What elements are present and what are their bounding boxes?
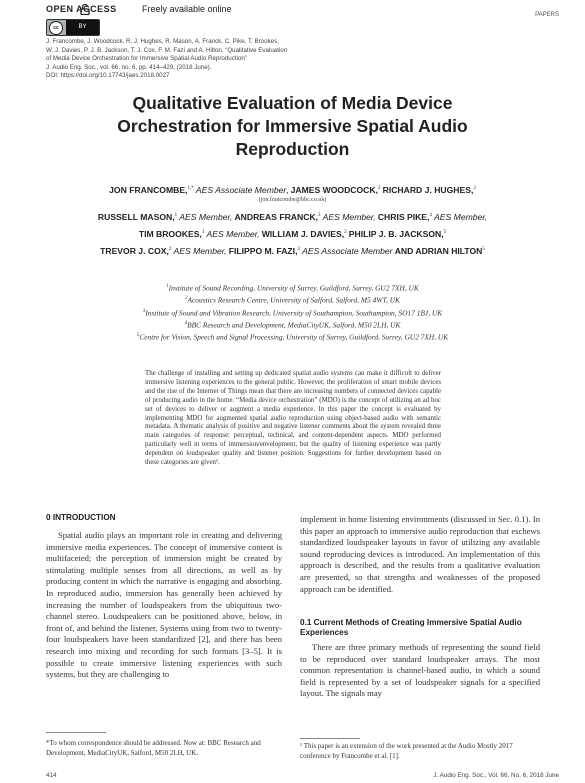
open-access-text: OPEN ACCESS xyxy=(46,4,117,14)
footnote-divider xyxy=(46,732,106,733)
introduction-paragraph: Spatial audio plays an important role in creating and delivering immersive media experiences. The concept of immersive content is multifaceted; the perception of immersion might be created by stimulating multiple senses from all directions, as well as by producing content in which the narrative is engaging and absorbing. In reproduced audio, immersion has generally been achieved by increasing the number of loudspeakers from the ubiquitous two-channel stereo. Loudspeakers can be positioned above, below, in front of, and behind the listener. Systems using from two to twenty-four loudspeakers have been standardized [2], and there has been research into mixing and recording for such formats [3–5]. It is possible to create immersive listening experiences with such systems, but they are challenging to xyxy=(46,530,282,680)
author-role: AES Member, xyxy=(434,211,488,222)
papers-section-label: PAPERS xyxy=(535,12,559,18)
author-role: AES Associate Member xyxy=(195,184,287,195)
author-line-4 xyxy=(40,245,545,256)
author-name: JAMES WOODCOCK, xyxy=(290,184,378,195)
author-role: AES Member, xyxy=(322,211,376,222)
affil-sup: 5 xyxy=(136,333,140,339)
title-line: Qualitative Evaluation of Media Device xyxy=(132,93,453,113)
affiliation-text: Centre for Vision, Speech and Signal Processing, University of Surrey, Guildford, Surrey, GU2 7XH, UK xyxy=(139,332,449,342)
citation-line: W. J. Davies, P. J. B. Jackson, T. J. Cox, F. M. Fazi and A. Hilton, “Qualitative Evaluation xyxy=(46,46,288,54)
affiliation-item xyxy=(40,307,545,319)
affiliation-list xyxy=(40,282,545,343)
author-role: AES Member, xyxy=(179,211,233,222)
open-access-lock-icon xyxy=(80,3,90,15)
affil-sup: 1 xyxy=(201,229,205,235)
affiliation-item xyxy=(40,294,545,306)
affil-sup: 4 xyxy=(184,320,188,326)
affil-sup: 3 xyxy=(142,308,146,314)
affil-sup: 2 xyxy=(377,186,381,191)
author-role: AES Member, xyxy=(173,245,227,256)
cc-by-license-badge[interactable] xyxy=(46,19,100,36)
author-role: AES Associate Member xyxy=(302,245,393,256)
author-name: JON FRANCOMBE, xyxy=(109,184,188,195)
author-name: TREVOR J. COX, xyxy=(100,245,169,256)
citation-line: J. Audio Eng. Soc., vol. 66, no. 6, pp. 414–429, (2018 June). xyxy=(46,63,212,71)
abstract: The challenge of installing and setting up dedicated spatial audio systems can make it difficult to deliver immersive listening experiences to the general public. However, the proliferation of smart mobile devices and the rise of the Internet of Things mean that there are increasing numbers of connected devices capable of producing audio in the home. “Media device orchestration” (MDO) is the concept of utilizing an ad hoc set of devices to deliver or augment a media experience. In this paper the concept is evaluated by implementing MDO for augmented spatial audio reproduction using object-based audio with semantic metadata. A thematic analysis of positive and negative listener comments about the system revealed three main categories of response: perceptual, technical, and content-dependent aspects. MDO performed particularly well in terms of immersion/envelopment, but the quality of listening experience was partly dependent on loudspeaker quality and listener position. Suggestions for further development based on these categories are given¹. xyxy=(145,370,441,467)
affil-sup: 5 xyxy=(482,246,485,252)
affiliation-item xyxy=(40,331,545,343)
journal-footer: J. Audio Eng. Soc., Vol. 66, No. 6, 2018 June xyxy=(433,772,559,779)
affiliation-text: Institute of Sound Recording, University of Surrey, Guildford, Surrey, GU2 7XH, UK xyxy=(168,283,419,293)
citation-block xyxy=(46,38,336,81)
affil-sup: 1,* xyxy=(187,186,194,191)
title-line: Orchestration for Immersive Spatial Audio xyxy=(117,116,468,136)
author-name: CHRIS PIKE, xyxy=(377,211,430,222)
author-line-2 xyxy=(40,211,545,222)
affil-sup: 2 xyxy=(344,229,347,235)
affiliation-text: BBC Research and Development, MediaCityUK, Salford, M50 2LH, UK xyxy=(187,320,401,330)
section-heading-introduction: 0 INTRODUCTION xyxy=(46,513,116,522)
creative-commons-icon: cc xyxy=(49,21,63,35)
affil-sup: 1 xyxy=(174,212,178,218)
author-email[interactable]: (jon.francombe@bbc.co.uk) xyxy=(258,196,327,203)
page-number: 414 xyxy=(46,772,57,779)
author-name: RUSSELL MASON, xyxy=(97,211,175,222)
citation-line: of Media Device Orchestration for Immersive Spatial Audio Reproduction” xyxy=(46,55,247,63)
author-name: RICHARD J. HUGHES, xyxy=(382,184,474,195)
title-line: Reproduction xyxy=(235,139,350,159)
paper-title xyxy=(80,92,505,161)
author-name: ANDREAS FRANCK, xyxy=(234,211,319,222)
affiliation-text: Acoustics Research Centre, University of Salford, Salford, M5 4WT, UK xyxy=(187,295,400,305)
author-name: PHILIP J. B. JACKSON, xyxy=(348,228,444,239)
author-name: AND ADRIAN HILTON xyxy=(394,245,483,256)
by-label: BY xyxy=(66,20,99,35)
subsection-paragraph: There are three primary methods of representing the sound field to be reproduced over standard loudspeaker arrays. The most common representation is channel-based audio, in which a sound field is represented by a set of loudspeaker signals for a specified layout. The signals may xyxy=(300,642,540,699)
author-name: WILLIAM J. DAVIES, xyxy=(261,228,345,239)
affil-sup: 2 xyxy=(185,296,188,302)
author-name: FILIPPO M. FAZI, xyxy=(228,245,298,256)
citation-line: J. Francombe, J. Woodcock, R. J. Hughes, R. Mason, A. Franck, C. Pike, T. Brookes, xyxy=(46,38,279,45)
affiliation-item xyxy=(40,282,545,294)
correspondence-footnote: *To whom correspondence should be addressed. Now at: BBC Research and Development, MediaCityUK, Salford, M50 2LH, UK. xyxy=(46,739,261,757)
affil-sup: 3 xyxy=(297,246,300,252)
extension-footnote: ¹ This paper is an extension of the work presented at the Audio Mostly 2017 conference by Francombe et al. [1]. xyxy=(300,742,513,760)
footnote-divider xyxy=(300,738,360,739)
affil-sup: 1 xyxy=(166,284,169,289)
doi-link[interactable]: DOI: https://doi.org/10.17743/jaes.2018.0027 xyxy=(46,72,170,80)
author-role: AES Member, xyxy=(206,228,260,239)
author-line-1: JON FRANCOMBE,$^{1,*}$ AES Associate Member, JAMES WOODCOCK,$^2$ RICHARD J. HUGHES,$^2$ xyxy=(109,184,476,195)
affil-sup: 2 xyxy=(168,246,172,252)
author-name: TIM BROOKES, xyxy=(138,228,202,239)
affiliation-item xyxy=(40,319,545,331)
affil-sup: 5 xyxy=(443,229,447,235)
author-list xyxy=(40,184,545,255)
introduction-continued-paragraph: implement in home listening environments (discussed in Sec. 0.1). In this paper an approach to immersive audio reproduction that eschews standardized loudspeaker layouts in favor of utilizing any available sound reproducing devices is introduced. An implementation of this approach is described, and the results from a qualitative evaluation are presented, so that strengths and weaknesses of the proposed approach can be identified. xyxy=(300,514,540,594)
freely-available-label: Freely available online xyxy=(142,4,232,14)
subsection-heading: 0.1 Current Methods of Creating Immersive Spatial Audio Experiences xyxy=(300,618,522,637)
affiliation-text: Institute of Sound and Vibration Research, University of Southampton, Southampton, SO17 1BJ, UK xyxy=(145,308,443,317)
affil-sup: 4 xyxy=(429,212,432,218)
affil-sup: 2 xyxy=(473,186,476,191)
affil-sup: 3 xyxy=(318,212,321,218)
author-line-3 xyxy=(40,228,545,239)
